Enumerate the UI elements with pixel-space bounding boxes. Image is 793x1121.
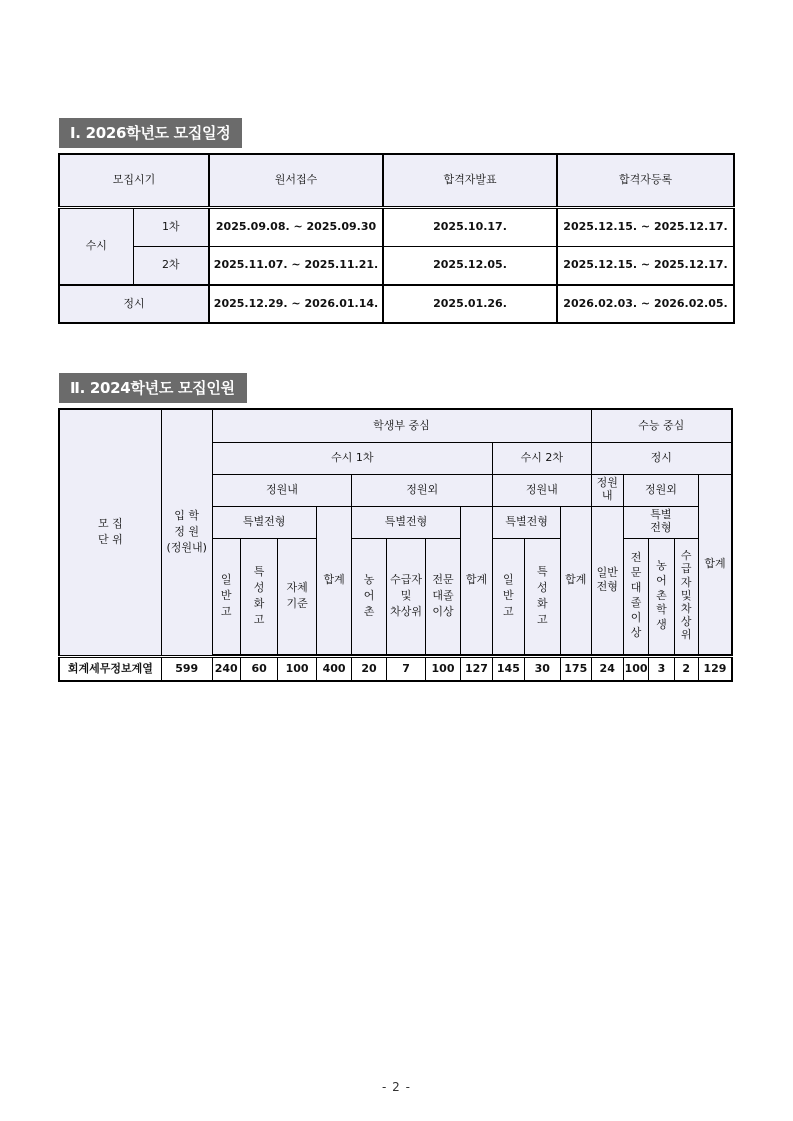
s2-specialized-value: 30 <box>524 656 560 681</box>
header-low-income-j: 수 급 자 및 차 상 위 <box>674 538 698 654</box>
header-register: 합격자등록 <box>557 154 734 207</box>
header-total-out: 합계 <box>460 506 492 654</box>
j-general-value: 24 <box>591 656 623 681</box>
header-special-susi2: 특별전형 <box>493 506 561 538</box>
susi2-register: 2025.12.15. ~ 2025.12.17. <box>557 246 734 285</box>
s1-specialized-value: 60 <box>240 656 277 681</box>
s1-self-value: 100 <box>278 656 317 681</box>
header-quota: 입 학 정 원 (정원내) <box>161 409 212 656</box>
header-general-hs: 일 반 고 <box>212 538 240 654</box>
s1-out-total-value: 127 <box>460 656 492 681</box>
dept-name: 회계세무정보계열 <box>59 656 161 681</box>
header-susi1: 수시 1차 <box>212 442 493 474</box>
header-rural: 농 어 촌 <box>352 538 386 654</box>
s2-total-value: 175 <box>561 656 591 681</box>
header-low-income: 수급자 및 차상위 <box>386 538 426 654</box>
header-special-out: 특별전형 <box>352 506 460 538</box>
susi2-announce: 2025.12.05. <box>383 246 557 285</box>
j-low-income-value: 2 <box>674 656 698 681</box>
header-in-quota-jeongsi: 정원 내 <box>591 474 623 506</box>
quota-value: 599 <box>161 656 212 681</box>
header-total-susi2: 합계 <box>561 506 591 654</box>
j-college-value: 100 <box>623 656 648 681</box>
header-general-admission: 일반 전형 <box>591 506 623 654</box>
header-in-quota: 정원내 <box>212 474 352 506</box>
header-out-quota-jeongsi: 정원외 <box>623 474 698 506</box>
header-college-grad: 전문 대졸 이상 <box>426 538 460 654</box>
s1-general-value: 240 <box>212 656 240 681</box>
s1-rural-value: 20 <box>352 656 386 681</box>
header-susi2: 수시 2차 <box>493 442 591 474</box>
jeongsi-announce: 2025.01.26. <box>383 285 557 323</box>
header-specialized-hs-2: 특 성 화 고 <box>524 538 560 654</box>
header-special: 특별전형 <box>212 506 316 538</box>
j-total-value: 129 <box>698 656 732 681</box>
header-application: 원서접수 <box>209 154 383 207</box>
s1-college-value: 100 <box>426 656 460 681</box>
susi-label: 수시 <box>59 207 133 285</box>
header-suneung: 수능 중심 <box>591 409 732 442</box>
section1-title: Ⅰ. 2026학년도 모집일정 <box>59 118 242 148</box>
susi1-register: 2025.12.15. ~ 2025.12.17. <box>557 207 734 246</box>
header-unit: 모 집 단 위 <box>59 409 161 656</box>
header-in-quota-susi2: 정원내 <box>493 474 591 506</box>
s1-low-income-value: 7 <box>386 656 426 681</box>
page-number: - 2 - <box>382 1080 411 1094</box>
header-general-hs-2: 일 반 고 <box>493 538 524 654</box>
header-announce: 합격자발표 <box>383 154 557 207</box>
header-special-jeongsi: 특별 전형 <box>623 506 698 538</box>
jeongsi-application: 2025.12.29. ~ 2026.01.14. <box>209 285 383 323</box>
header-college-grad-j: 전 문 대 졸 이 상 <box>623 538 648 654</box>
header-period: 모집시기 <box>59 154 209 207</box>
header-rural-j: 농 어 촌 학 생 <box>649 538 674 654</box>
jeongsi-label: 정시 <box>59 285 209 323</box>
susi-round-2: 2차 <box>133 246 209 285</box>
susi1-application: 2025.09.08. ~ 2025.09.30 <box>209 207 383 246</box>
header-total-jeongsi: 합계 <box>698 474 732 654</box>
header-total-in: 합계 <box>316 506 351 654</box>
header-student-record: 학생부 중심 <box>212 409 591 442</box>
header-jeongsi: 정시 <box>591 442 732 474</box>
header-self-criteria: 자체 기준 <box>278 538 317 654</box>
s1-total-value: 400 <box>316 656 351 681</box>
header-out-quota: 정원외 <box>352 474 493 506</box>
susi-round-1: 1차 <box>133 207 209 246</box>
schedule-table <box>58 153 735 324</box>
j-rural-value: 3 <box>649 656 674 681</box>
susi2-application: 2025.11.07. ~ 2025.11.21. <box>209 246 383 285</box>
jeongsi-register: 2026.02.03. ~ 2026.02.05. <box>557 285 734 323</box>
s2-general-value: 145 <box>493 656 524 681</box>
quota-table <box>58 408 733 682</box>
header-specialized-hs: 특 성 화 고 <box>240 538 277 654</box>
section2-title: Ⅱ. 2024학년도 모집인원 <box>59 373 247 403</box>
susi1-announce: 2025.10.17. <box>383 207 557 246</box>
